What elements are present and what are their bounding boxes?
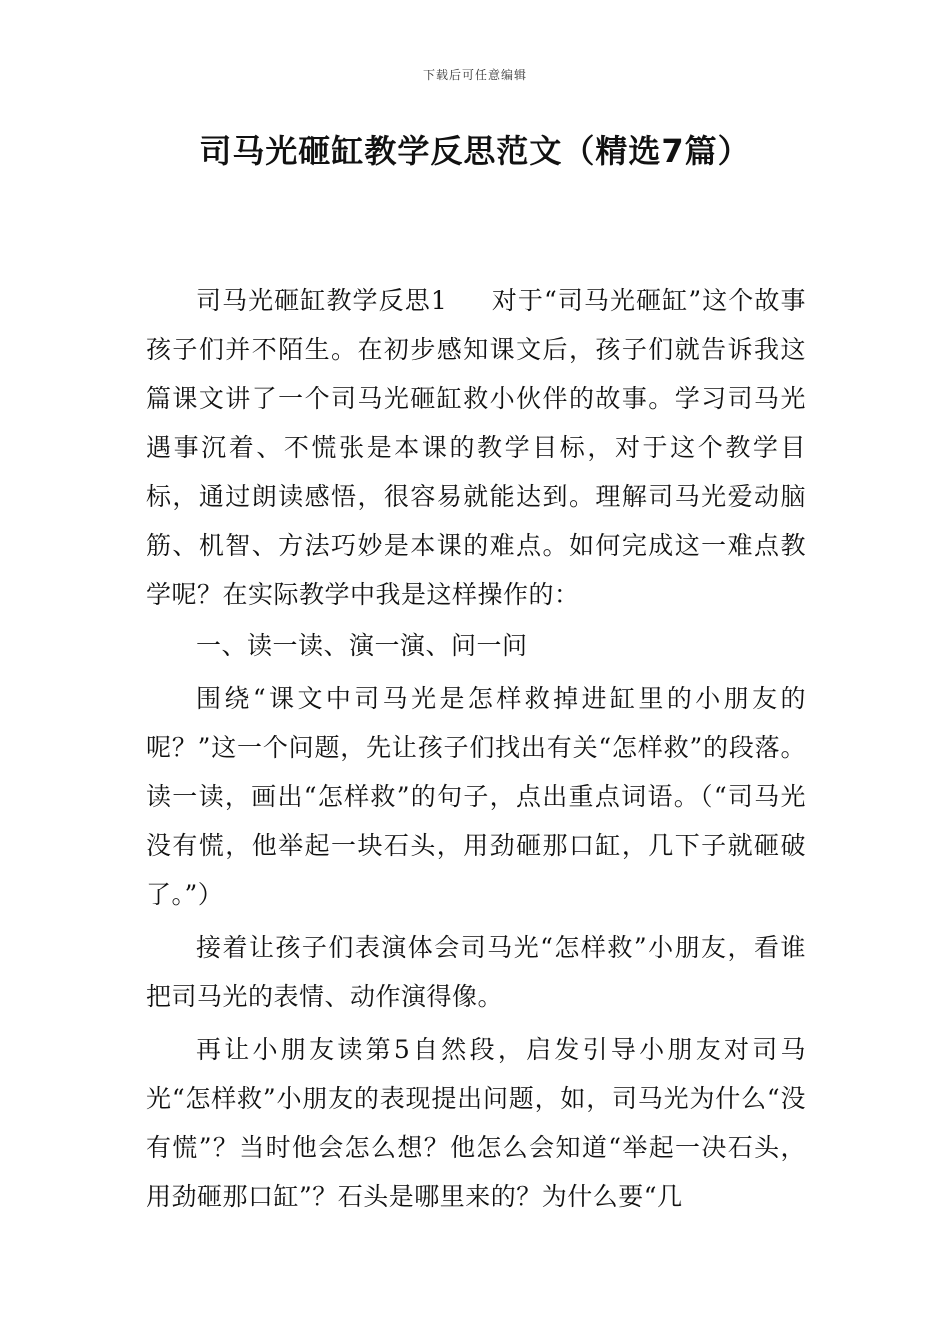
document-title: 司马光砸缸教学反思范文（精选7篇） [199,132,751,170]
paragraph-text: 对于“司马光砸缸”这个故事孩子们并不陌生。在初步感知课文后，孩子们就告诉我这篇课文讲了一个司马光砸缸救小伙伴的故事。学习司马光遇事沉着、不慌张是本课的教学目标，对于这个教学目标，通过朗读感悟，很容易就能达到。理解司马光爱动脑筋、机智、方法巧妙是本课的难点。如何完成这一难点教学呢？在实际教学中我是这样操作的： [146,286,806,609]
paragraph-3: 围绕“课文中司马光是怎样救掉进缸里的小朋友的呢？”这一个问题，先让孩子们找出有关“怎样救”的段落。读一读，画出“怎样救”的句子，点出重点词语。（“司马光没有慌，他举起一块石头，用劲砸那口缸，几下子就砸破了。”） [146,684,806,909]
paragraph-4: 接着让孩子们表演体会司马光“怎样救”小朋友，看谁把司马光的表情、动作演得像。 [146,933,806,1011]
document-body [146,276,806,1221]
paragraph-1 [146,276,806,619]
paragraph-5: 再让小朋友读第5自然段，启发引导小朋友对司马光“怎样救”小朋友的表现提出问题，如，司马光为什么“没有慌”？当时他会怎么想？他怎么会知道“举起一决石头，用劲砸那口缸”？石头是哪里来的？为什么要“几 [146,1035,806,1211]
section-heading: 司马光砸缸教学反思1 [196,286,448,315]
paragraph-2: 一、读一读、演一演、问一问 [196,631,528,660]
header-note: 下载后可任意编辑 [422,68,527,82]
